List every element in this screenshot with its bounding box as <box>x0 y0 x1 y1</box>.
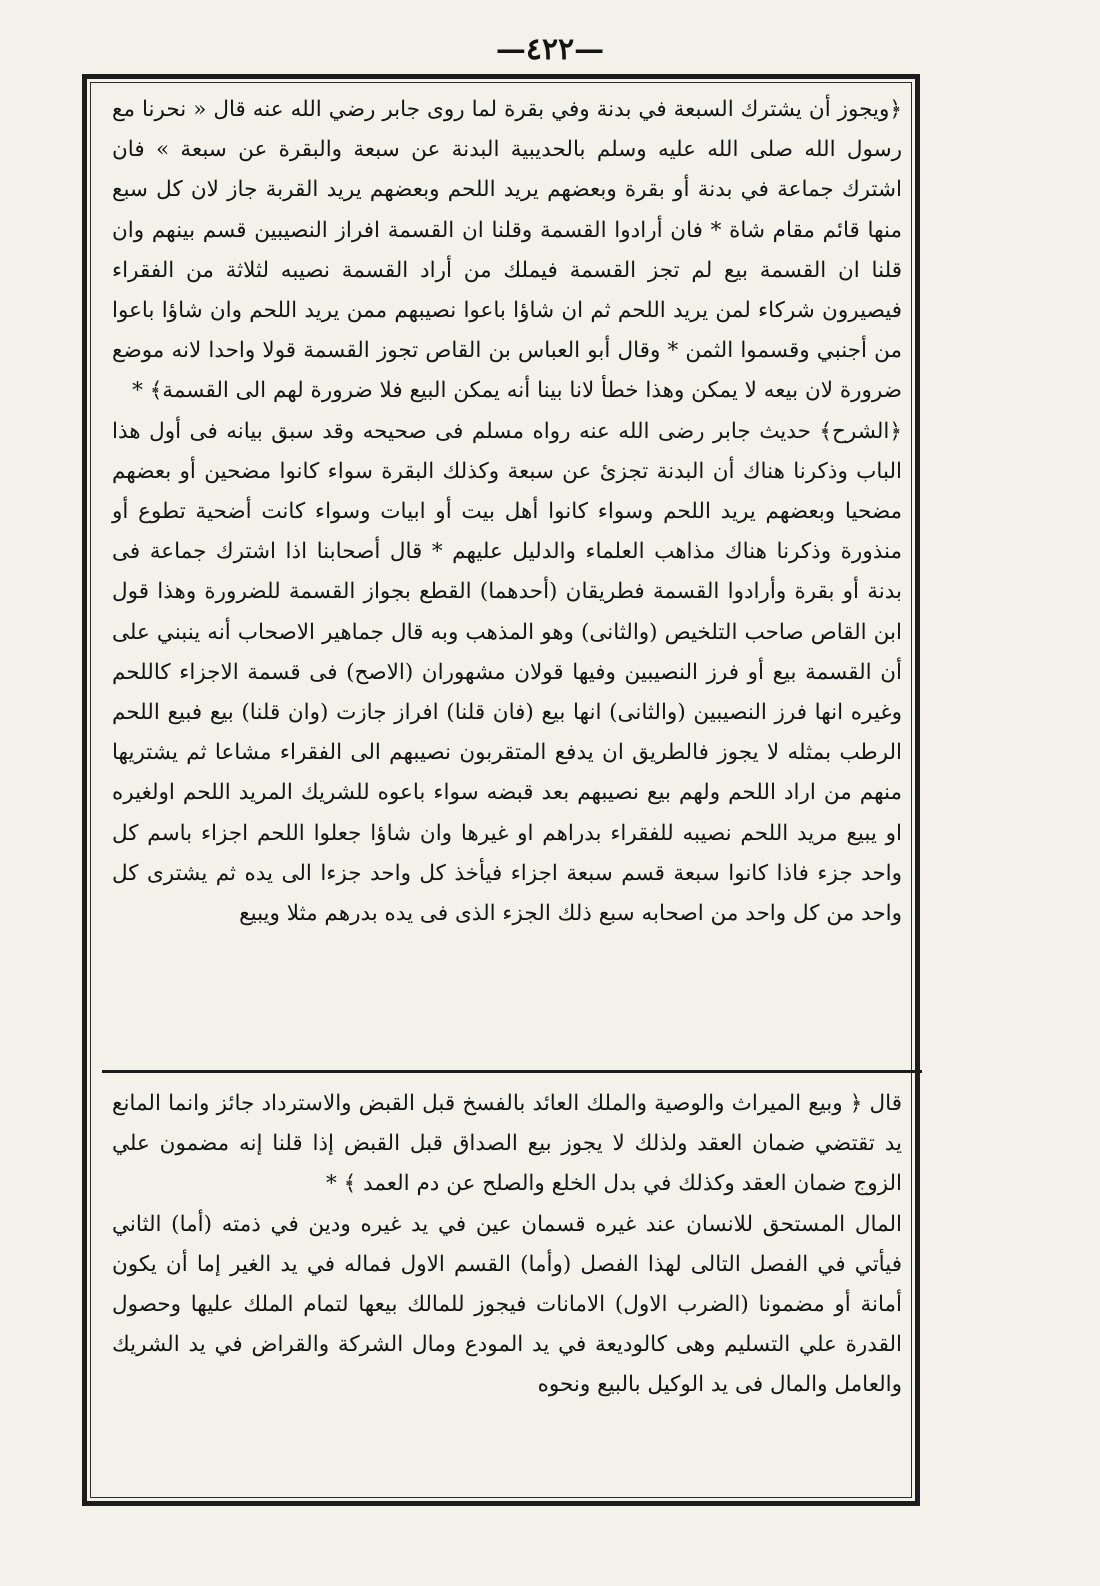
lower-text-section <box>112 1084 902 1406</box>
paragraph-qala: قال ﴿ وبيع الميراث والوصية والملك العائد بالفسخ قبل القبض والاسترداد جائز وانما المانع يد تقتضي ضمان العقد ولذلك لا يجوز بيع الصداق قبل القبض إذا قلنا إنه مضمون علي الزوج ضمان العقد وكذلك في بدل الخلع والصلح عن دم العمد ﴾ * <box>112 1091 902 1197</box>
section-divider <box>102 1070 922 1073</box>
paragraph-sharh: ﴿الشرح﴾ حديث جابر رضى الله عنه رواه مسلم فى صحيحه وقد سبق بيانه فى أول هذا الباب وذكرنا هناك أن البدنة تجزئ عن سبعة وكذلك البقرة سواء كانوا مضحين أو بعضهم مضحيا وبعضهم يريد اللحم وسواء كانوا أهل بيت أو ابيات وسواء كانت أضحية تطوع أو منذورة وذكرنا هناك مذاهب العلماء والدليل عليهم * قال أصحابنا اذا اشترك جماعة فى بدنة أو بقرة وأرادوا القسمة فطريقان (أحدهما) القطع بجواز القسمة للضرورة وهذا قول ابن القاص صاحب التلخيص (والثانى) وهو المذهب وبه قال جماهير الاصحاب أنه ينبني على أن القسمة بيع أو فرز النصيبين وفيها قولان مشهوران (الاصح) فى قسمة الاجزاء كاللحم وغيره انها فرز النصيبين (والثانى) انها بيع (فان قلنا) افراز جازت (وان قلنا) بيع فبيع اللحم الرطب بمثله لا يجوز فالطريق ان يدفع المتقربون نصيبهم الى الفقراء مشاعا ثم يشتريها منهم من اراد اللحم ولهم بيع نصيبهم بعد قبضه سواء باعوه للشريك المريد اللحم اولغيره او يبيع مريد اللحم نصيبه للفقراء بدراهم او غيرها وان شاؤا جعلوا اللحم اجزاء باسم كل واحد جزء فاذا كانوا سبعة قسم سبعة اجزاء فيأخذ كل واحد جزءا الى يده ثم يشترى كل واحد من كل واحد من اصحابه سبع ذلك الجزء الذى فى يده بدرهم مثلا ويبيع <box>112 418 902 927</box>
paragraph-commentary: المال المستحق للانسان عند غيره قسمان عين في يد غيره ودين في ذمته (أما) الثاني فيأتي في الفصل التالى لهذا الفصل (وأما) القسم الاول فماله في يد الغير إما أن يكون أمانة أو مضمونا (الضرب الاول) الامانات فيجوز للمالك بيعها لتمام الملك عليها وحصول القدرة علي التسليم وهى كالوديعة في يد المودع ومال الشركة والقراض في يد الشريك والعامل والمال فى يد الوكيل بالبيع ونحوه <box>112 1211 902 1398</box>
paragraph-matn: ﴿ويجوز أن يشترك السبعة في بدنة وفي بقرة لما روى جابر رضي الله عنه قال « نحرنا مع رسول الله صلى الله عليه وسلم بالحديبية البدنة عن سبعة والبقرة عن سبعة » فان اشترك جماعة في بدنة أو بقرة وبعضهم يريد اللحم وبعضهم يريد القربة جاز لان كل سبع منها قائم مقام شاة * فان أرادوا القسمة وقلنا ان القسمة افراز النصيبين قسم بينهم وان قلنا ان القسمة بيع لم تجز القسمة فيملك من أراد القسمة نصيبه لثلاثة من الفقراء فيصيرون شركاء لمن يريد اللحم ثم ان شاؤا باعوا نصيبهم ممن يريد اللحم وان شاؤا باعوا من أجنبي وقسموا الثمن * وقال أبو العباس بن القاص تجوز القسمة قولا واحدا لانه موضع ضرورة لان بيعه لا يمكن وهذا خطأ لانا بينا أنه يمكن البيع فلا ضرورة لهم الى القسمة﴾ * <box>112 97 902 404</box>
page-number: —٤٢٢— <box>495 32 605 67</box>
main-text-section <box>112 90 902 934</box>
